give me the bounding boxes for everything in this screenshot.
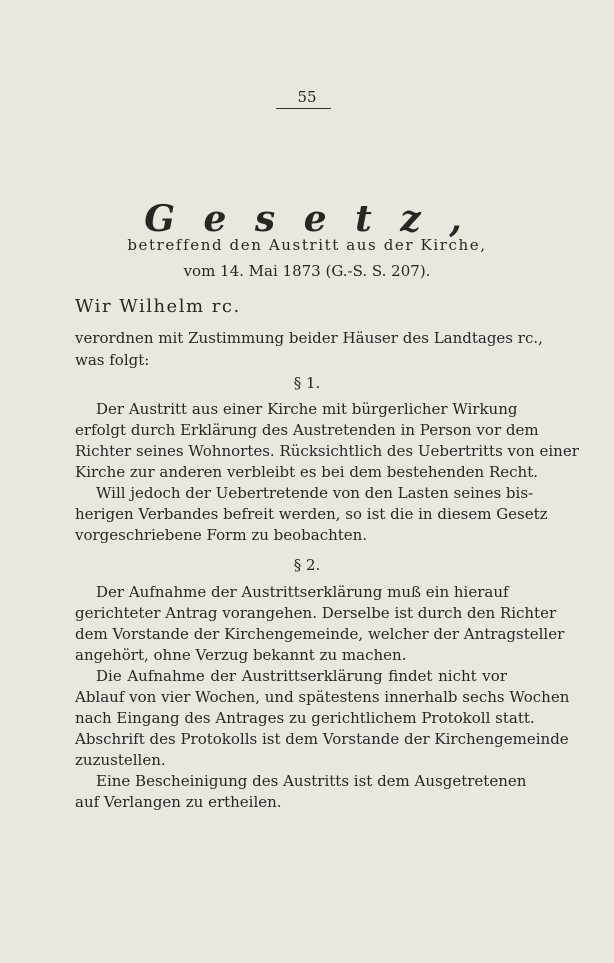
- paragraph-line: dem Vorstande der Kirchengemeinde, welcher der Antragsteller: [75, 625, 565, 643]
- paragraph-line: vorgeschriebene Form zu beobachten.: [75, 526, 368, 544]
- paragraph-line: Die Aufnahme der Austrittserklärung findet nicht vor: [96, 667, 507, 685]
- paragraph-line: Kirche zur anderen verbleibt es bei dem bestehenden Recht.: [75, 463, 539, 481]
- paragraph-line: erfolgt durch Erklärung des Austretenden in Person vor dem: [75, 421, 539, 439]
- paragraph-line: auf Verlangen zu ertheilen.: [75, 793, 282, 811]
- section-heading: § 1.: [293, 374, 321, 392]
- law-title: G e s e t z ,: [144, 198, 470, 240]
- paragraph-line: gerichteter Antrag vorangehen. Derselbe ist durch den Richter: [75, 604, 557, 622]
- page-number: 55: [297, 88, 317, 106]
- paragraph-line: nach Eingang des Antrages zu gerichtlichem Protokoll statt.: [75, 709, 535, 727]
- preamble-line: verordnen mit Zustimmung beider Häuser des Landtages rc.,: [75, 329, 543, 347]
- paragraph-line: Der Aufnahme der Austrittserklärung muß ein hierauf: [96, 583, 509, 601]
- paragraph-line: Der Austritt aus einer Kirche mit bürgerlicher Wirkung: [96, 400, 518, 418]
- paragraph-line: Abschrift des Protokolls ist dem Vorstande der Kirchengemeinde: [75, 730, 569, 748]
- page-number-rule: [276, 108, 331, 109]
- paragraph-line: Eine Bescheinigung des Austritts ist dem Ausgetretenen: [96, 772, 527, 790]
- section-heading: § 2.: [293, 556, 321, 574]
- law-date-reference: vom 14. Mai 1873 (G.-S. S. 207).: [183, 262, 431, 280]
- paragraph-line: Will jedoch der Uebertretende von den Lasten seines bis-: [96, 484, 534, 502]
- paragraph-line: Ablauf von vier Wochen, und spätestens innerhalb sechs Wochen: [75, 688, 570, 706]
- paragraph-line: herigen Verbandes befreit werden, so ist die in diesem Gesetz: [75, 505, 548, 523]
- law-subtitle: betreffend den Austritt aus der Kirche,: [127, 236, 487, 254]
- paragraph-line: zuzustellen.: [75, 751, 166, 769]
- preamble-line: Wir Wilhelm rc.: [75, 296, 241, 317]
- preamble-line: was folgt:: [75, 351, 150, 369]
- paragraph-line: angehört, ohne Verzug bekannt zu machen.: [75, 646, 407, 664]
- paragraph-line: Richter seines Wohnortes. Rücksichtlich des Uebertritts von einer: [75, 442, 579, 460]
